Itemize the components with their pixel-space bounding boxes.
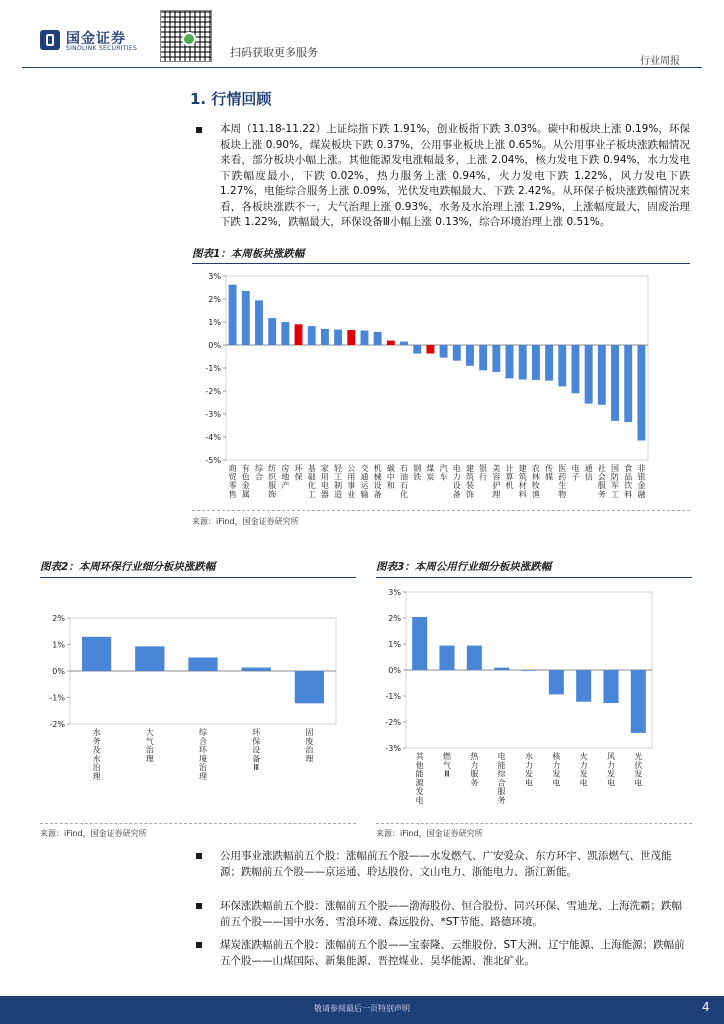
x-tick-label-char: 保 xyxy=(294,472,303,482)
x-tick-label-char: 油 xyxy=(400,472,409,482)
x-tick-label-char: 备 xyxy=(252,754,261,764)
bar xyxy=(532,345,540,380)
x-tick-label-char: 钢 xyxy=(413,464,422,473)
x-tick-label-char: 力 xyxy=(552,760,561,770)
x-tick-label-char: 防 xyxy=(611,472,620,482)
bullet-environment: 环保涨跌幅前五个股：涨幅前五个股——渤海股份、恒合股份、同兴环保、雪迪龙、上海洗霸；跌幅前五个股——国中水务、雪浪环境、森远股份、*ST节能、路德环境。 xyxy=(220,900,682,928)
x-tick-label-char: 治 xyxy=(305,745,314,755)
y-tick-label: 1% xyxy=(388,640,401,649)
x-tick-label-char: 农 xyxy=(531,464,540,473)
x-tick-label-char: 生 xyxy=(558,481,567,491)
bar xyxy=(492,345,500,372)
x-tick-label-char: 燃 xyxy=(443,752,451,761)
x-tick-label-char: 非 xyxy=(637,464,646,473)
x-tick-label-char: 核 xyxy=(552,752,561,761)
x-tick-label-char: 算 xyxy=(505,472,514,482)
x-tick-label-char: 大 xyxy=(145,728,154,737)
bar xyxy=(387,341,395,345)
bullet-icon xyxy=(196,127,202,133)
x-tick-label-char: 力 xyxy=(579,760,588,770)
x-tick-label-char: 织 xyxy=(268,472,277,482)
bar xyxy=(281,322,289,345)
figure2-bottom-rule xyxy=(40,823,356,824)
x-tick-label-char: 医 xyxy=(558,464,567,473)
bar xyxy=(374,332,382,345)
x-tick-label-char: 地 xyxy=(281,472,290,482)
bar xyxy=(506,345,514,378)
x-tick-label-char: 交 xyxy=(360,464,369,473)
x-tick-label-char: 器 xyxy=(320,489,329,499)
bar xyxy=(598,345,606,405)
x-tick-label-char: 饮 xyxy=(624,481,633,491)
x-tick-label-char: 家 xyxy=(320,464,329,473)
bar xyxy=(558,345,566,386)
bar xyxy=(467,646,482,670)
x-tick-label-char: 国 xyxy=(611,464,620,473)
x-tick-label-char: 有 xyxy=(241,464,250,473)
x-tick-label-char: 电 xyxy=(452,464,461,473)
y-tick-label: -4% xyxy=(205,433,221,442)
x-tick-label-char: 务 xyxy=(470,778,479,788)
bar xyxy=(549,670,564,694)
bar xyxy=(135,646,164,671)
y-tick-label: 2% xyxy=(388,614,401,623)
x-tick-label-char: 轻 xyxy=(334,464,343,473)
x-tick-label-char: 电 xyxy=(320,481,329,491)
bar xyxy=(494,668,509,670)
bar xyxy=(242,291,250,345)
report-type: 行业周报 xyxy=(640,56,680,67)
figure2-source: 来源：iFind，国金证券研究所 xyxy=(40,829,147,838)
x-tick-label-char: 理 xyxy=(305,754,314,764)
x-tick-label-char: 煤 xyxy=(426,464,435,473)
figure1-chart xyxy=(192,266,690,506)
x-tick-label-char: 环 xyxy=(252,728,261,737)
x-tick-label-char: 铁 xyxy=(413,472,422,482)
x-tick-label-char: 备 xyxy=(452,489,461,499)
x-tick-label-char: 饰 xyxy=(465,489,474,499)
bullet-icon xyxy=(196,942,202,948)
figure1-title: 图表1：本周板块涨跌幅 xyxy=(192,248,305,260)
x-tick-label-char: 贸 xyxy=(228,472,237,482)
scan-text: 扫码获取更多服务 xyxy=(230,46,318,59)
x-tick-label-char: 力 xyxy=(607,760,615,770)
bar xyxy=(631,670,646,733)
x-tick-label-char: 造 xyxy=(334,489,343,499)
x-tick-label-char: 社 xyxy=(597,464,606,473)
x-tick-label-char: 碳 xyxy=(386,464,395,473)
bar xyxy=(603,670,618,703)
company-logo-icon xyxy=(40,30,60,50)
x-tick-label-char: 用 xyxy=(347,472,356,482)
y-tick-label: 0% xyxy=(52,667,65,676)
x-tick-label-char: 综 xyxy=(254,464,263,473)
x-tick-label-char: 水 xyxy=(92,754,101,764)
x-tick-label-char: 纺 xyxy=(268,464,277,473)
figure3-chart xyxy=(376,580,692,815)
x-tick-label-char: 房 xyxy=(281,464,290,473)
x-tick-label-char: 电 xyxy=(525,778,533,788)
x-tick-label-char: 发 xyxy=(579,769,588,779)
x-tick-label-char: 础 xyxy=(307,472,316,482)
x-tick-label-char: 发 xyxy=(525,769,533,779)
x-tick-label-char: 渔 xyxy=(531,489,540,499)
x-tick-label-char: 水 xyxy=(525,752,533,761)
x-tick-label-char: 务 xyxy=(497,796,506,805)
x-tick-label-char: 军 xyxy=(611,481,620,491)
y-tick-label: -1% xyxy=(49,693,65,703)
x-tick-label-char: 石 xyxy=(400,464,409,473)
x-tick-label-char: 材 xyxy=(518,481,527,491)
bar xyxy=(545,345,553,381)
x-tick-label-char: 伏 xyxy=(634,760,643,770)
x-tick-label-char: 合 xyxy=(199,736,207,746)
summary-paragraph: 本周（11.18-11.22）上证综指下跌 1.91%，创业板指下跌 3.03%。碳中和板块上涨 0.19%，环保板块上涨 0.90%，煤炭板块下跌 0.37%，公用事业板块上涨 0.65%。从公用事业子板块涨跌幅情况来看，部分板块小幅上涨。其他能源发电涨幅最多，上涨 2.04%，核力发电下跌 0.94%，水力发电下跌幅度最小，下跌 0.02%，热力服务上涨 0.94%，火力发电下跌 1.22%，风力发电下跌 1.27%，电能综合服务上涨 0.09%，光伏发电跌幅最大、下跌 2.42%。从环保子板块涨跌幅情况来看，各板块涨跌不一，大气治理上涨 0.93%，水务及水治理上涨 1.29%，上涨幅度最大，固废治理下跌 1.22%，跌幅最大，环保设备Ⅲ小幅上涨 0.13%，综合环境治理上涨 0.51%。 xyxy=(220,123,690,228)
x-tick-label-char: 其 xyxy=(415,752,424,761)
x-tick-label-char: 公 xyxy=(347,464,356,473)
bar xyxy=(521,670,536,671)
x-tick-label-char: 工 xyxy=(611,489,620,499)
figure2-top-rule xyxy=(40,577,356,578)
x-tick-label-char: 合 xyxy=(497,778,506,788)
x-tick-label-char: 力 xyxy=(452,472,461,482)
y-tick-label: 0% xyxy=(388,666,401,675)
bar xyxy=(426,345,434,354)
x-tick-label-char: 化 xyxy=(307,481,316,491)
bar xyxy=(637,345,645,440)
x-tick-label-char: 务 xyxy=(597,489,606,499)
bar xyxy=(295,324,303,345)
x-tick-label-char: 源 xyxy=(415,778,424,788)
x-tick-label-char: 装 xyxy=(465,481,474,491)
x-tick-label-char: 发 xyxy=(634,769,643,779)
x-tick-label-char: 电 xyxy=(497,752,506,761)
x-tick-label-char: 色 xyxy=(241,472,250,482)
x-tick-label-char: 设 xyxy=(452,481,461,491)
bar xyxy=(413,345,421,354)
x-tick-label-char: 林 xyxy=(531,472,540,482)
x-tick-label-char: 废 xyxy=(305,736,314,746)
x-tick-label-char: 能 xyxy=(497,760,506,770)
x-tick-label-char: 零 xyxy=(228,481,237,491)
x-tick-label-char: 属 xyxy=(241,489,250,499)
x-tick-label-char: 筑 xyxy=(465,472,474,482)
y-tick-label: 1% xyxy=(208,318,221,327)
x-tick-label-char: 融 xyxy=(637,489,646,499)
x-tick-label-char: 建 xyxy=(465,464,474,473)
x-tick-label-char: 计 xyxy=(505,464,514,473)
x-tick-label-char: 信 xyxy=(584,472,593,482)
x-tick-label-char: 电 xyxy=(607,778,615,788)
x-tick-label-char: 制 xyxy=(334,481,343,491)
bar xyxy=(188,657,217,671)
y-tick-label: -5% xyxy=(205,456,221,465)
x-tick-label-char: 炭 xyxy=(426,472,435,482)
y-tick-label: 1% xyxy=(52,640,65,650)
bar xyxy=(624,345,632,422)
x-tick-label-char: 用 xyxy=(320,472,329,482)
bar xyxy=(466,345,474,366)
x-tick-label-char: 牧 xyxy=(531,481,540,491)
x-tick-label-char: 力 xyxy=(470,760,479,770)
x-tick-label-char: 媒 xyxy=(545,472,554,482)
x-tick-label-char: 工 xyxy=(307,489,316,499)
bar xyxy=(572,345,580,393)
x-tick-label-char: 化 xyxy=(400,489,409,499)
figure1-source: 来源：iFind，国金证券研究所 xyxy=(192,517,299,526)
logo-en: SINOLINK SECURITIES xyxy=(66,45,138,52)
bar xyxy=(585,345,593,404)
bar xyxy=(479,345,487,370)
x-tick-label-char: 设 xyxy=(252,745,261,755)
x-tick-label-char: 综 xyxy=(497,769,506,779)
x-tick-label-char: 发 xyxy=(415,787,424,797)
x-tick-label-char: 通 xyxy=(360,472,369,482)
x-tick-label-char: 务 xyxy=(92,736,101,746)
x-tick-label-char: 和 xyxy=(386,481,395,491)
x-tick-label-char: 理 xyxy=(199,772,207,781)
bar xyxy=(412,617,427,670)
x-tick-label-char: 售 xyxy=(228,489,237,499)
x-tick-label-char: 电 xyxy=(552,778,561,788)
x-tick-label-char: 固 xyxy=(305,728,314,737)
x-tick-label-char: Ⅲ xyxy=(253,763,259,773)
x-tick-label-char: 产 xyxy=(281,481,290,491)
bar xyxy=(611,345,619,421)
x-tick-label-char: 车 xyxy=(439,472,448,482)
x-tick-label-char: 饰 xyxy=(268,489,277,499)
x-tick-label-char: 综 xyxy=(199,728,207,737)
x-tick-label-char: 子 xyxy=(571,472,580,482)
x-tick-label-char: 行 xyxy=(479,472,488,482)
x-tick-label-char: 理 xyxy=(92,772,101,781)
x-tick-label-char: 合 xyxy=(254,472,263,482)
x-tick-label-char: 气 xyxy=(443,760,451,770)
page-number: 4 xyxy=(702,1000,710,1014)
x-tick-label-char: 药 xyxy=(558,472,567,482)
y-tick-label: 2% xyxy=(208,295,221,304)
x-tick-label-char: 服 xyxy=(268,481,277,491)
x-tick-label-char: 备 xyxy=(373,489,382,499)
x-tick-label-char: 能 xyxy=(415,769,424,779)
bar xyxy=(321,329,329,345)
x-tick-label-char: 机 xyxy=(373,464,382,473)
x-tick-label-char: 理 xyxy=(492,489,501,499)
x-tick-label-char: 输 xyxy=(360,489,369,499)
x-tick-label-char: 电 xyxy=(579,778,588,788)
x-tick-label-char: 容 xyxy=(492,472,501,482)
x-tick-label-char: 建 xyxy=(518,464,527,473)
x-tick-label-char: 械 xyxy=(373,472,382,482)
x-tick-label-char: 及 xyxy=(92,745,101,755)
bar xyxy=(439,646,454,670)
y-tick-label: -2% xyxy=(49,720,65,729)
x-tick-label-char: 金 xyxy=(637,481,646,491)
x-tick-label-char: 事 xyxy=(347,481,356,491)
bullet-coal: 煤炭涨跌幅前五个股：涨幅前五个股——宝泰隆、云维股份、ST大洲、辽宁能源、上海能源；跌幅前五个股——山煤国际、新集能源、晋控煤业、昊华能源、淮北矿业。 xyxy=(220,939,685,967)
x-tick-label-char: 火 xyxy=(579,752,588,761)
y-tick-label: 0% xyxy=(208,341,221,350)
footer-disclaimer[interactable]: 敬请参阅最后一页特别声明 xyxy=(314,1004,410,1013)
bullet-icon xyxy=(196,903,202,909)
x-tick-label-char: 护 xyxy=(492,481,501,491)
bar xyxy=(400,342,408,345)
x-tick-label-char: 发 xyxy=(552,769,561,779)
x-tick-label-char: 银 xyxy=(479,464,488,473)
bullet-icon xyxy=(196,853,202,859)
x-tick-label-char: 汽 xyxy=(439,464,448,473)
section-title: 1. 行情回顾 xyxy=(190,90,272,108)
bar xyxy=(334,330,342,345)
figure2-chart xyxy=(40,580,356,815)
figure2-title: 图表2：本周环保行业细分板块涨跌幅 xyxy=(40,561,216,573)
x-tick-label-char: 光 xyxy=(634,752,643,761)
x-tick-label-char: 服 xyxy=(470,769,479,779)
bar xyxy=(453,345,461,361)
x-tick-label-char: 设 xyxy=(373,481,382,491)
x-tick-label-char: 传 xyxy=(545,464,554,473)
x-tick-label-char: 治 xyxy=(92,763,101,773)
y-tick-label: -2% xyxy=(385,718,401,727)
x-tick-label-char: 环 xyxy=(199,745,207,755)
bar xyxy=(361,331,369,345)
x-tick-label-char: 石 xyxy=(400,481,409,491)
figure1-top-rule xyxy=(192,263,690,264)
figure3-source: 来源：iFind，国金证券研究所 xyxy=(376,829,483,838)
x-tick-label-char: 电 xyxy=(571,464,580,473)
x-tick-label-char: 风 xyxy=(607,752,615,761)
x-tick-label-char: 治 xyxy=(145,745,154,755)
x-tick-label-char: 理 xyxy=(145,754,154,764)
figure1-bottom-rule xyxy=(192,510,690,511)
x-tick-label-char: 物 xyxy=(558,489,567,499)
wechat-icon xyxy=(182,32,196,46)
y-tick-label: 2% xyxy=(52,614,65,623)
bar xyxy=(576,670,591,702)
x-tick-label-char: 工 xyxy=(334,472,343,482)
figure3-top-rule xyxy=(376,577,692,578)
x-tick-label-char: 料 xyxy=(624,489,633,499)
x-tick-label-char: 机 xyxy=(505,481,514,491)
x-tick-label-char: 品 xyxy=(624,472,633,482)
x-tick-label-char: 发 xyxy=(607,769,615,779)
y-tick-label: 3% xyxy=(388,588,401,597)
x-tick-label-char: 服 xyxy=(597,481,606,491)
x-tick-label-char: 电 xyxy=(415,796,424,805)
x-tick-label-char: 食 xyxy=(624,464,633,473)
figure3-title: 图表3：本周公用行业细分板块涨跌幅 xyxy=(376,561,552,573)
y-tick-label: -1% xyxy=(385,692,401,701)
x-tick-label-char: 境 xyxy=(199,754,207,764)
bar xyxy=(229,285,237,345)
x-tick-label-char: 他 xyxy=(415,760,424,770)
x-tick-label-char: 保 xyxy=(252,736,261,746)
logo-cn: 国金证券 xyxy=(66,31,126,47)
x-tick-label-char: 会 xyxy=(597,472,606,482)
x-tick-label-char: 中 xyxy=(386,472,395,482)
bar xyxy=(268,318,276,345)
x-tick-label-char: 服 xyxy=(497,787,506,797)
x-tick-label-char: 基 xyxy=(307,464,316,473)
bar xyxy=(347,330,355,345)
x-tick-label-char: 金 xyxy=(241,481,250,491)
bar xyxy=(440,345,448,358)
x-tick-label-char: 通 xyxy=(584,464,593,473)
x-tick-label-char: 气 xyxy=(145,736,154,746)
bar xyxy=(82,637,111,671)
x-tick-label-char: 力 xyxy=(525,760,533,770)
x-tick-label-char: 银 xyxy=(637,472,646,482)
figure3-bottom-rule xyxy=(376,823,692,824)
x-tick-label-char: 环 xyxy=(294,464,303,473)
x-tick-label-char: 治 xyxy=(199,763,207,773)
x-tick-label-char: 商 xyxy=(228,464,237,473)
bar xyxy=(295,671,324,703)
header-divider xyxy=(22,67,702,68)
y-tick-label: -3% xyxy=(205,410,221,419)
bar xyxy=(308,326,316,345)
x-tick-label-char: 热 xyxy=(470,752,479,761)
bar xyxy=(242,668,271,671)
x-tick-label-char: 电 xyxy=(634,778,643,788)
bar xyxy=(519,345,527,380)
x-tick-label-char: Ⅲ xyxy=(444,769,450,779)
y-tick-label: -3% xyxy=(385,744,401,753)
y-tick-label: -2% xyxy=(205,387,221,396)
x-tick-label-char: 料 xyxy=(518,489,527,499)
x-tick-label-char: 水 xyxy=(92,728,101,737)
x-tick-label-char: 运 xyxy=(360,481,369,491)
x-tick-label-char: 筑 xyxy=(518,472,527,482)
bar xyxy=(255,300,263,345)
x-tick-label-char: 业 xyxy=(347,489,356,499)
y-tick-label: -1% xyxy=(205,364,221,373)
bullet-utilities: 公用事业涨跌幅前五个股：涨幅前五个股——水发燃气、广安爱众、东方环宇、凯添燃气、世茂能源；跌幅前五个股——京运通、聆达股份、文山电力、浙能电力、浙江新能。 xyxy=(220,850,672,878)
x-tick-label-char: 美 xyxy=(492,464,501,473)
y-tick-label: 3% xyxy=(208,272,221,281)
